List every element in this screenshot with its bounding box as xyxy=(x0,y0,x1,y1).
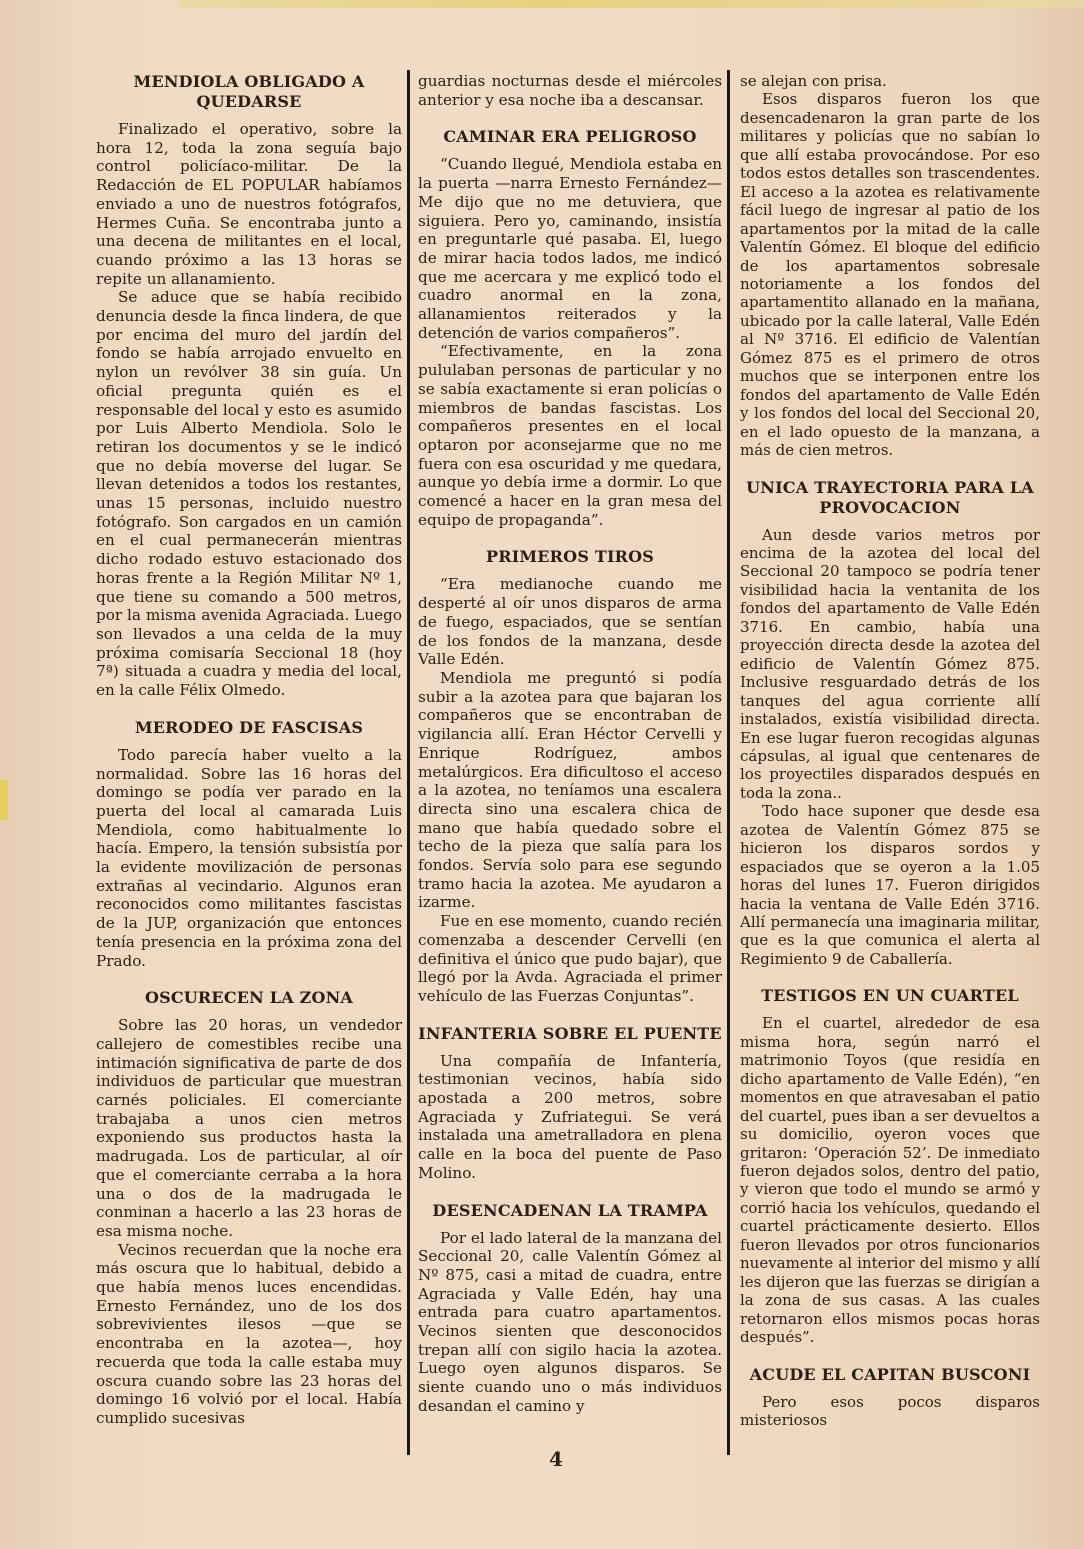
article-paragraph: Pero esos pocos disparos misteriosos xyxy=(740,1392,1040,1429)
section-gap xyxy=(96,700,402,718)
column-3 xyxy=(740,72,1040,1429)
section-heading: MERODEO DE FASCISAS xyxy=(134,717,364,737)
article-paragraph: Una compañía de Infantería, testimonian vecinos, había sido apostada a 200 metros, sobre Agraciada y Zufriategui. Se verá instalada una ametralladora en plena calle en la boca del puente de Paso Molino. xyxy=(418,1051,722,1182)
article-paragraph: Todo hace suponer que desde esa azotea de Valentín Gómez 875 se hicieron los disparos sordos y espaciados que se oyeron a la 1.05 horas del lunes 17. Fueron dirigidos hacia la ventana de Valle Edén 3716. Allí permanecía una imaginaria militar, que es la que comunica el alerta al Regimiento 9 de Caballería. xyxy=(740,802,1040,968)
column-rule-1 xyxy=(407,70,410,1455)
section-heading: PRIMEROS TIROS xyxy=(485,547,655,567)
section-gap xyxy=(418,1006,722,1024)
heading-gap xyxy=(418,1221,722,1229)
article-paragraph: Todo parecía haber vuelto a la normalidad. Sobre las 16 horas del domingo se podía ver parado en la puerta del local al camarada Luis Mendiola, como habitualmente lo hacía. Empero, la tensión subsistía por la evidente movilización de personas extrañas al vecindario. Algunos eran reconocidos como militantes fascistas de la JUP, organización que entonces tenía presencia en la próxima zona del Prado. xyxy=(96,745,402,970)
section-heading: TESTIGOS EN UN CUARTEL xyxy=(761,986,1019,1006)
heading-gap xyxy=(740,1006,1040,1014)
article-paragraph: Aun desde varios metros por encima de la azotea del local del Seccional 20 tampoco se podría tener visibilidad hacia la ventanita de los fondos del apartamento de Valle Edén 3716. En cambio, había una proyección directa desde la azotea del edificio de Valentín Gómez 875. Inclusive resguardado detrás de los tanques del agua corriente allí instalados, existía visibilidad directa. En ese lugar fueron recogidas algunas cápsulas, al igual que centenares de los proyectiles disparados después en toda la zona.. xyxy=(740,525,1040,802)
continued-paragraph: se alejan con prisa. xyxy=(740,72,887,90)
heading-gap xyxy=(418,567,722,575)
continued-paragraph: guardias nocturnas desde el miércoles anterior y esa noche iba a descansar. xyxy=(418,72,722,109)
article-paragraph: Fue en ese momento, cuando recién comenzaba a descender Cervelli (en definitiva el único que pudo bajar), que llegó por la Avda. Agraciada el primer vehículo de las Fuerzas Conjuntas”. xyxy=(418,912,722,1005)
heading-gap xyxy=(96,738,402,746)
heading-gap xyxy=(740,1385,1040,1393)
heading-gap xyxy=(96,1008,402,1016)
column-1 xyxy=(96,72,402,1428)
left-yellow-tab xyxy=(0,780,8,820)
heading-gap xyxy=(418,147,722,155)
article-paragraph: “Era medianoche cuando me desperté al oír unos disparos de arma de fuego, espaciados, que se sentían de los fondos de la manzana, desde Valle Edén. xyxy=(418,575,722,669)
section-heading: DESENCADENAN LA TRAMPA xyxy=(432,1200,708,1220)
section-gap xyxy=(740,460,1040,478)
section-gap xyxy=(418,1183,722,1201)
article-paragraph: En el cuartel, alrededor de esa misma hora, según narró el matrimonio Toyos (que residía en dicho apartamento de Valle Edén), “en momentos en que atravesaban el patio del cuartel, pues iban a ser devueltos a su domicilio, oyeron voces que gritaron: ‘Operación 52’. De inmediato fueron dejados solos, dentro del patio, y vieron que todo el mundo se armó y corrió hacia los vehículos, quedando el cuartel prácticamente desierto. Ellos fueron llevados por otros funcionarios nuevamente al interior del mismo y allí les dijeron que las fuerzas se dirigían a la zona de sus casas. A las cuales retornaron ellos mismos pocas horas después”. xyxy=(740,1014,1040,1347)
section-gap xyxy=(740,1347,1040,1365)
article-paragraph: Finalizado el operativo, sobre la hora 12, toda la zona seguía bajo control policíaco-militar. De la Redacción de EL POPULAR habíamos enviado a uno de nuestros fotógrafos, Hermes Cuña. Se encontraba junto a una decena de militantes en el local, cuando próximo a las 13 horas se repite un allanamiento. xyxy=(96,120,402,288)
article-paragraph: Sobre las 20 horas, un vendedor callejero de comestibles recibe una intimación significativa de parte de dos individuos de particular que muestran carnés policiales. El comerciante trabajaba a unos cien metros exponiendo sus productos hasta la madrugada. Los de particular, al oír que el comerciante cerraba a la hora una o dos de la madrugada le conminan a hacerlo a las 23 horas de esa misma noche. xyxy=(96,1016,402,1240)
heading-gap xyxy=(96,112,402,120)
article-paragraph: “Cuando llegué, Mendiola estaba en la puerta —narra Ernesto Fernández— Me dijo que no me detuviera, que siguiera. Pero yo, caminando, insistía en preguntarle qué pasaba. El, luego de mirar hacia todos lados, me indicó que me acercara y me explicó todo el cuadro anormal en la zona, allanamientos reiterados y la detención de varios compañeros”. xyxy=(418,155,722,342)
section-gap xyxy=(740,968,1040,986)
column-rule-2 xyxy=(727,70,730,1455)
section-gap xyxy=(418,529,722,547)
article-paragraph: “Efectivamente, en la zona pululaban personas de particular y no se sabía exactamente si eran policías o miembros de bandas fascistas. Los compañeros presentes en el local optaron por aconsejarme que no me fuera con esa oscuridad y me quedara, aunque yo debía irme a dormir. Lo que comencé a hacer en la gran mesa del equipo de propaganda”. xyxy=(418,342,722,529)
article-paragraph: Vecinos recuerdan que la noche era más oscura que lo habitual, debido a que había menos luces encendidas. Ernesto Fernández, uno de los dos sobrevivientes ilesos —que se encontraba en la azotea—, hoy recuerda que toda la calle estaba muy oscura cuando sobre las 23 horas del domingo 16 volvió por el local. Había cumplido sucesivas xyxy=(96,1240,402,1427)
top-yellow-strip xyxy=(180,0,1084,8)
article-paragraph: Se aduce que se había recibido denuncia desde la finca lindera, de que por encima del muro del jardín del fondo se había arrojado envuelto en nylon un revólver 38 sin guía. Un oficial pregunta quién es el responsable del local y esto es asumido por Luis Alberto Mendiola. Solo le retiran los documentos y se le indicó que no debía moverse del lugar. Se llevan detenidos a todos los restantes, unas 15 personas, incluido nuestro fotógrafo. Son cargados en un camión en el cual permanecerán mientras dicho rodado estuvo estacionado dos horas frente a la Región Militar Nº 1, que tiene su comando a 500 metros, por la misma avenida Agraciada. Luego son llevados a una celda de la muy próxima comisaría Seccional 18 (hoy 7ª) situada a cuadra y media del local, en la calle Félix Olmedo. xyxy=(96,288,402,700)
column-2 xyxy=(418,72,722,1416)
section-heading: OSCURECEN LA ZONA xyxy=(144,988,354,1008)
article-paragraph: Esos disparos fueron los que desencadenaron la gran parte de los militares y policías que no sabían lo que allí estaba provocándose. Por eso todos estos detalles son trascendentes. El acceso a la azotea es relativamente fácil luego de ingresar al patio de los apartamentos por la mitad de la calle Valentín Gómez. El bloque del edificio de los apartamentos sobresale notoriamente a los fondos del apartamentito allanado en la mañana, ubicado por la calle lateral, Valle Edén al Nº 3716. El edificio de Valentían Gómez 875 es el primero de otros muchos que se interponen entre los fondos del apartamento de Valle Edén y los fondos del local del Seccional 20, en el lado opuesto de la manzana, a más de cien metros. xyxy=(740,90,1040,460)
page-number: 4 xyxy=(549,1447,563,1471)
section-heading: MENDIOLA OBLIGADO A QUEDARSE xyxy=(133,72,365,111)
section-heading: CAMINAR ERA PELIGROSO xyxy=(443,127,697,147)
article-paragraph: Por el lado lateral de la manzana del Seccional 20, calle Valentín Gómez al Nº 875, casi a mitad de cuadra, entre Agraciada y Valle Edén, hay una entrada para cuatro apartamentos. Vecinos sienten que desconocidos trepan allí con sigilo hacia la azotea. Luego oyen algunos disparos. Se siente cuando uno o más individuos desandan el camino y xyxy=(418,1228,722,1415)
heading-gap xyxy=(418,1044,722,1052)
section-gap xyxy=(96,970,402,988)
article-paragraph: Mendiola me preguntó si podía subir a la azotea para que bajaran los compañeros que se encontraban de vigilancia allí. Eran Héctor Cervelli y Enrique Rodríguez, ambos metalúrgicos. Era dificultoso el acceso a la azotea, no teníamos una escalera directa sino una escalera chica de mano que había quedado sobre el techo de la pieza que salía para los fondos. Servía solo para ese segundo tramo hacia la azotea. Me ayudaron a izarme. xyxy=(418,668,722,912)
section-heading: UNICA TRAYECTORIA PARA LA PROVOCACION xyxy=(746,477,1034,517)
section-heading: INFANTERIA SOBRE EL PUENTE xyxy=(418,1023,722,1043)
section-heading: ACUDE EL CAPITAN BUSCONI xyxy=(749,1364,1031,1384)
heading-gap xyxy=(740,518,1040,526)
section-gap xyxy=(418,109,722,127)
